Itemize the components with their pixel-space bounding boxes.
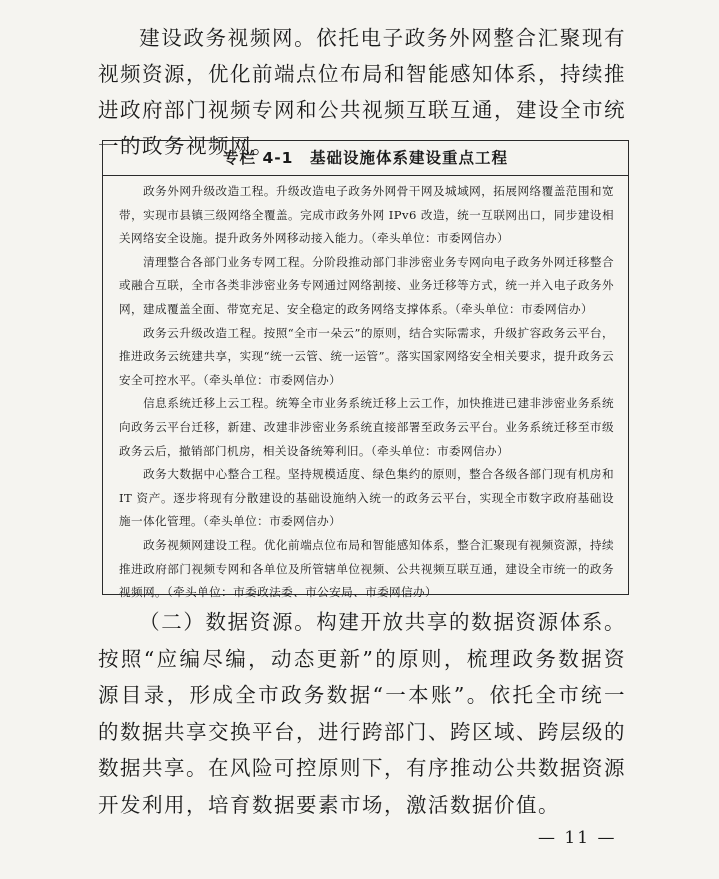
box-item-video-network [119,534,614,605]
feature-box [102,140,629,600]
box-item-text: 清理整合各部门业务专网工程。分阶段推动部门非涉密业务专网向电子政务外网迁移整合或融合互联，全市各类非涉密业务专网通过网络割接、业务迁移等方式，统一并入电子政务外网，建成覆盖全面、带宽充足、安全稳定的政务网络支撑体系。（牵头单位：市委网信办） [119,254,614,316]
box-item-cloud-migration [119,392,614,463]
box-item-text: 信息系统迁移上云工程。统筹全市业务系统迁移上云工作，加快推进已建非涉密业务系统向政务云平台迁移，新建、改建非涉密业务系统直接部署至政务云平台。业务系统迁移至市级政务云后，撤销部门机房，相关设备统筹利旧。（牵头单位：市委网信办） [119,396,614,458]
box-body [103,176,628,605]
box-title: 专栏 4-1 基础设施体系建设重点工程 [103,141,628,176]
box-item-data-center [119,463,614,534]
box-item-private-network [119,251,614,322]
box-item-text: 政务云升级改造工程。按照“全市一朵云”的原则，结合实际需求，升级扩容政务云平台，推进政务云统建共享，实现“统一云管、统一运管”。落实国家网络安全相关要求，提升政务云安全可控水平。（牵头单位：市委网信办） [119,325,614,387]
box-item-text: 政务视频网建设工程。优化前端点位布局和智能感知体系，整合汇聚现有视频资源，持续推进政府部门视频专网和各单位及所管辖单位视频、公共视频互联互通，建设全市统一的政务视频网。（牵头单位：市委政法委、市公安局、市委网信办） [119,537,614,600]
page-number: — 11 — [538,828,617,848]
box-item-egov-network [119,180,614,251]
paragraph-text: （二）数据资源。构建开放共享的数据资源体系。按照“应编尽编，动态更新”的原则，梳理政务数据资源目录，形成全市政务数据“一本账”。依托全市统一的数据共享交换平台，进行跨部门、跨区域、跨层级的数据共享。在风险可控原则下，有序推动公共数据资源开发利用，培育数据要素市场，激活数据价值。 [98,610,626,817]
paragraph-data-resources [98,604,626,823]
box-item-gov-cloud [119,322,614,393]
box-item-text: 政务大数据中心整合工程。坚持规模适度、绿色集约的原则，整合各级各部门现有机房和 IT 资产。逐步将现有分散建设的基础设施纳入统一的政务云平台，实现全市数字政府基础设施一体化管理。（牵头单位：市委网信办） [119,467,614,529]
paragraph-text: 建设政务视频网。依托电子政务外网整合汇聚现有视频资源，优化前端点位布局和智能感知体系，持续推进政府部门视频专网和公共视频互联互通，建设全市统一的政务视频网。 [98,26,626,158]
box-item-text: 政务外网升级改造工程。升级改造电子政务外网骨干网及城域网，拓展网络覆盖范围和宽带，实现市县镇三级网络全覆盖。完成市政务外网 IPv6 改造，统一互联网出口，同步建设相关网络安全设施。提升政务外网移动接入能力。（牵头单位：市委网信办） [119,184,614,246]
